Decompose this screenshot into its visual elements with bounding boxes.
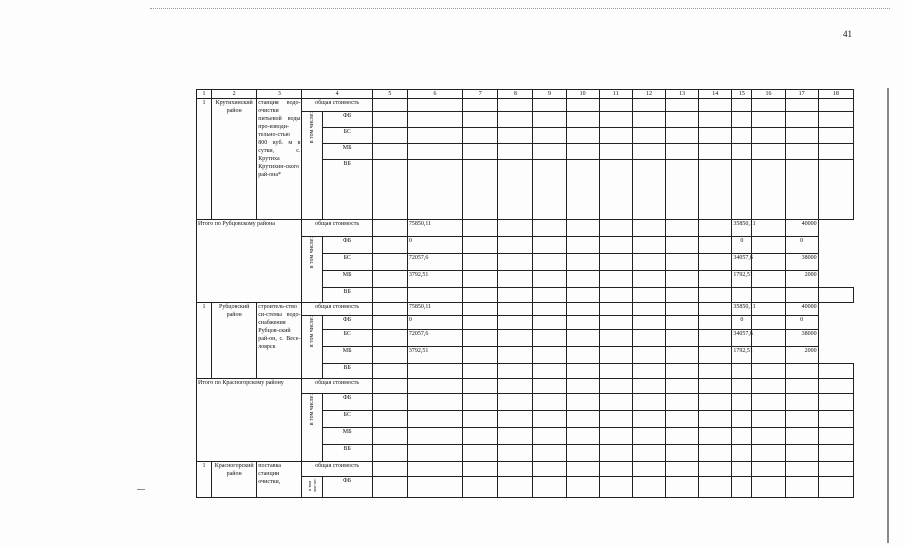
- source-mb: МБ: [322, 271, 372, 288]
- col-header: 2: [212, 90, 257, 99]
- column-numbers-row: [197, 90, 854, 99]
- including-label: в том числе:: [302, 112, 322, 220]
- total-label: Итого по Рубцовскому района: [197, 220, 302, 303]
- source-vb: ВБ: [322, 288, 372, 303]
- col-header: 17: [785, 90, 818, 99]
- source-mb: МБ: [322, 144, 372, 160]
- including-label: в том чис-ле:: [302, 477, 322, 498]
- including-label: в том числе:: [302, 394, 322, 462]
- cell-value: 0: [785, 316, 818, 330]
- col-header: 4: [302, 90, 372, 99]
- cell-value: 2000: [785, 271, 818, 288]
- table-row: [197, 462, 854, 477]
- col-header: 3: [257, 90, 302, 99]
- source-fb: ФБ: [322, 316, 372, 330]
- cell-value: 3792,51: [407, 271, 462, 288]
- scan-edge-top: [150, 8, 890, 9]
- total-cost-label: общая стоимость: [302, 99, 372, 112]
- row-number: 1: [197, 303, 212, 379]
- cell-value: 35850,11: [732, 220, 752, 237]
- total-label: Итого по Красногорскому району: [197, 379, 302, 462]
- col-header: 16: [752, 90, 785, 99]
- cell-value: 1792,51: [732, 347, 752, 364]
- table-row: [197, 99, 854, 112]
- cell-value: 2000: [785, 347, 818, 364]
- source-vb: ВБ: [322, 445, 372, 462]
- cell-value: 72057,6: [407, 254, 462, 271]
- scan-edge-right: [887, 88, 889, 543]
- col-header: 18: [818, 90, 853, 99]
- district-name: Рубцовский район: [212, 303, 257, 379]
- total-cost-label: общая стоимость: [302, 462, 372, 477]
- col-header: 12: [632, 90, 665, 99]
- total-cost-label: общая стоимость: [302, 303, 372, 316]
- cell-value: 40000: [785, 303, 818, 316]
- col-header: 11: [599, 90, 632, 99]
- col-header: 10: [566, 90, 599, 99]
- cell-value: 38000: [785, 254, 818, 271]
- cell-value: 1792,51: [732, 271, 752, 288]
- object-name: станция водо-очистки питьевой воды про-изводи-тельно-стью 800 куб. м в сутки, с. Крутиха Крутихин-ского рай-она*: [257, 99, 302, 220]
- cell-value: 75850,11: [407, 303, 462, 316]
- cell-value: 0: [407, 316, 462, 330]
- col-header: 13: [666, 90, 699, 99]
- cell-value: 34057,6: [732, 254, 752, 271]
- col-header: 5: [372, 90, 407, 99]
- table-row: [197, 303, 854, 316]
- cell-value: 75850,11: [407, 220, 462, 237]
- object-name: поставка станции очистки,: [257, 462, 302, 498]
- col-header: 1: [197, 90, 212, 99]
- col-header: 9: [533, 90, 566, 99]
- cell-value: 35850,11: [732, 303, 752, 316]
- source-bs: БС: [322, 330, 372, 347]
- cell-value: 0: [785, 237, 818, 254]
- col-header: 8: [498, 90, 533, 99]
- cell-value: 0: [732, 237, 752, 254]
- scan-mark: [137, 489, 145, 490]
- total-cost-label: общая стоимость: [302, 220, 372, 237]
- cell-value: 0: [732, 316, 752, 330]
- page-number: 41: [843, 29, 852, 39]
- col-header: 14: [699, 90, 732, 99]
- row-number: 1: [197, 462, 212, 498]
- cell-value: 72057,6: [407, 330, 462, 347]
- col-header: 6: [407, 90, 462, 99]
- cell-value: 34057,6: [732, 330, 752, 347]
- cell-value: 3792,51: [407, 347, 462, 364]
- total-cost-label: общая стоимость: [302, 379, 372, 394]
- source-bs: БС: [322, 411, 372, 428]
- cell-value: 40000: [785, 220, 818, 237]
- source-mb: МБ: [322, 347, 372, 364]
- source-bs: БС: [322, 128, 372, 144]
- cell-value: 0: [407, 237, 462, 254]
- col-header: 15: [732, 90, 752, 99]
- source-fb: ФБ: [322, 477, 372, 498]
- budget-table: [196, 89, 854, 498]
- cell-value: 38000: [785, 330, 818, 347]
- including-label: в том числе:: [302, 316, 322, 379]
- source-bs: БС: [322, 254, 372, 271]
- col-header: 7: [463, 90, 498, 99]
- including-label: в том числе:: [302, 237, 322, 303]
- district-name: Крутихинский район: [212, 99, 257, 220]
- district-name: Красногорский район: [212, 462, 257, 498]
- row-number: 1: [197, 99, 212, 220]
- table-row: [197, 220, 854, 237]
- source-vb: ВБ: [322, 160, 372, 220]
- table-row: [197, 379, 854, 394]
- source-vb: ВБ: [322, 364, 372, 379]
- source-fb: ФБ: [322, 112, 372, 128]
- source-mb: МБ: [322, 428, 372, 445]
- source-fb: ФБ: [322, 394, 372, 411]
- source-fb: ФБ: [322, 237, 372, 254]
- object-name: строитель-ство си-стемы водо-снабжения Рубцов-ский рай-он, с. Весе-лоярск: [257, 303, 302, 379]
